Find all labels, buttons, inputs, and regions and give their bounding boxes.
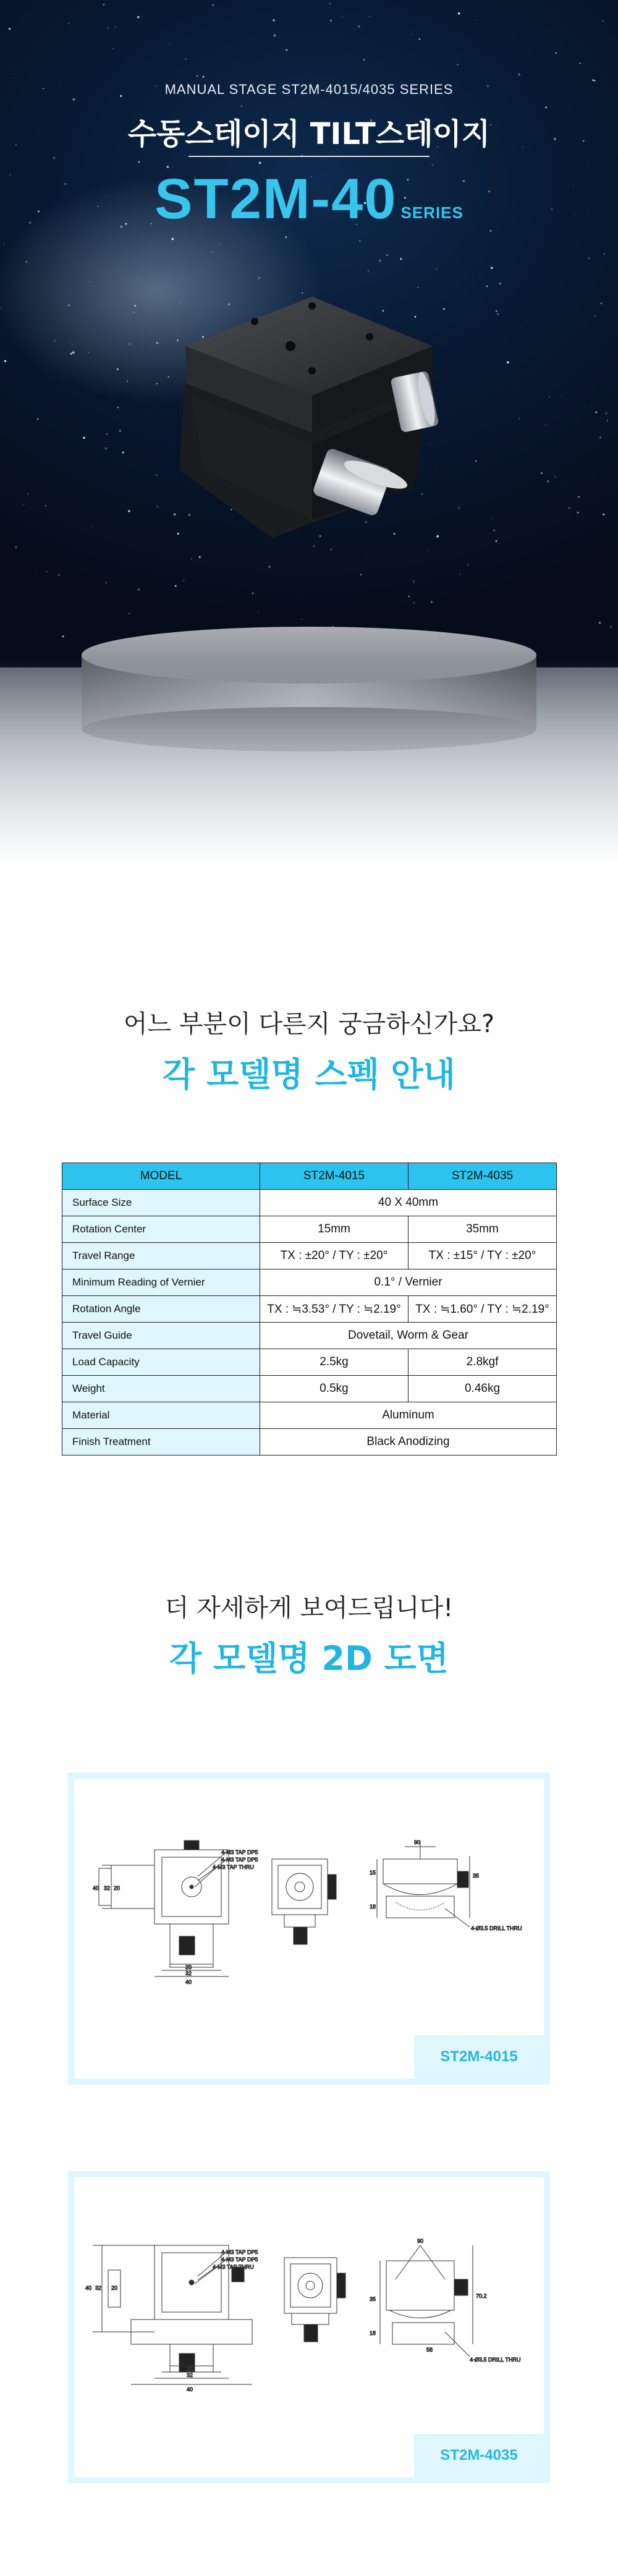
drawing-title: 각 모델명 2D 도면 — [169, 1639, 449, 1678]
front-view — [377, 1841, 470, 1927]
row-label: Travel Guide — [62, 1323, 260, 1349]
row-value-4035: 0.46kg — [408, 1376, 557, 1402]
side-view — [284, 2258, 345, 2342]
row-label: Travel Range — [62, 1243, 260, 1269]
dim-label: 32 — [187, 2372, 193, 2378]
row-label: Load Capacity — [62, 1349, 260, 1376]
drawing-note: 4-M3 TAP DP5 — [221, 2256, 258, 2263]
row-value: Dovetail, Worm & Gear — [260, 1323, 557, 1349]
dim-label: 32 — [104, 1885, 111, 1891]
spec-header-row — [62, 1163, 557, 1190]
table-row — [62, 1269, 557, 1296]
drawing-section — [0, 1455, 618, 2520]
drawing-heading — [0, 1588, 618, 1680]
dim-label: 20 — [114, 1885, 121, 1891]
top-view — [99, 1841, 229, 1976]
table-row — [62, 1296, 557, 1323]
row-value: 0.1° / Vernier — [260, 1269, 557, 1296]
dim-label: 58 — [426, 2347, 433, 2353]
drill-note: 4-Ø3.5 DRILL THRU — [470, 2357, 521, 2363]
spec-title: 각 모델명 스펙 안내 — [163, 1055, 455, 1094]
row-value-4035: TX : ≒1.60° / TY : ≒2.19° — [408, 1296, 557, 1323]
drawing-note: 4-M3 TAP DP5 — [221, 2249, 258, 2255]
drawing-card-4015 — [68, 1773, 550, 2085]
spec-header-cell: ST2M-4035 — [408, 1163, 557, 1190]
drawing-note: 4-M3 TAP THRU — [213, 1864, 254, 1870]
technical-drawing-4035 — [74, 2177, 544, 2477]
dim-label: 40 — [93, 1885, 99, 1891]
table-row — [62, 1429, 557, 1455]
drawing-question: 더 자세하게 보여드립니다! — [164, 1594, 454, 1622]
spec-header-cell: ST2M-4015 — [260, 1163, 408, 1190]
row-label: Weight — [62, 1376, 260, 1402]
model-tag: ST2M-4015 — [414, 2035, 544, 2078]
row-value-4035: 2.8kgf — [408, 1349, 557, 1376]
row-value-4015: 0.5kg — [260, 1376, 408, 1402]
hero-subtitle: MANUAL STAGE ST2M-4015/4035 SERIES — [164, 82, 454, 97]
spec-question: 어느 부분이 다른지 궁금하신가요? — [123, 1010, 495, 1038]
row-value-4015: TX : ≒3.53° / TY : ≒2.19° — [260, 1296, 408, 1323]
row-value-4015: TX : ±20° / TY : ±20° — [260, 1243, 408, 1269]
table-row — [62, 1402, 557, 1429]
dim-label: 40 — [85, 2285, 92, 2291]
spec-table-wrapper — [62, 1163, 556, 1455]
table-row — [62, 1190, 557, 1216]
row-value-4035: 35mm — [408, 1216, 557, 1243]
dim-label: 40 — [187, 2386, 193, 2392]
dim-label: 18 — [370, 2330, 376, 2336]
dim-label: 20 — [187, 2366, 193, 2372]
model-tag: ST2M-4035 — [414, 2434, 544, 2477]
spec-heading — [0, 1004, 618, 1096]
row-label: Surface Size — [62, 1190, 260, 1216]
front-view — [380, 2245, 473, 2357]
hero-title: 수동스테이지 TILT스테이지 — [127, 117, 491, 151]
drill-note: 4-Ø3.5 DRILL THRU — [471, 1925, 522, 1931]
row-value: Aluminum — [260, 1402, 557, 1429]
dim-label: 90 — [417, 2238, 424, 2244]
table-row — [62, 1349, 557, 1376]
dim-label: 32 — [95, 2285, 102, 2291]
dim-label: 15 — [370, 1870, 376, 1876]
dim-label: 20 — [185, 1964, 192, 1970]
row-value: Black Anodizing — [260, 1429, 557, 1455]
dim-label: 70.2 — [476, 2293, 487, 2299]
dim-label: 18 — [370, 1904, 376, 1910]
row-value: 40 X 40mm — [260, 1190, 557, 1216]
row-label: Minimum Reading of Vernier — [62, 1269, 260, 1296]
row-value-4015: 2.5kg — [260, 1349, 408, 1376]
hero-fade — [0, 661, 618, 865]
table-row — [62, 1323, 557, 1349]
dim-label: 40 — [185, 1979, 192, 1985]
hero-banner — [0, 0, 618, 865]
row-label: Rotation Angle — [62, 1296, 260, 1323]
row-label: Material — [62, 1402, 260, 1429]
dim-label: 32 — [185, 1970, 192, 1976]
drawing-note: 4-M3 TAP THRU — [213, 2264, 254, 2270]
dim-label: 35 — [473, 1873, 480, 1879]
table-row — [62, 1243, 557, 1269]
row-value-4015: 15mm — [260, 1216, 408, 1243]
table-row — [62, 1216, 557, 1243]
drawing-card-4035 — [68, 2171, 550, 2483]
drawing-note: 4-M3 TAP DP5 — [221, 1857, 258, 1863]
spec-table — [62, 1163, 557, 1455]
hero-model-text: ST2M-40 — [154, 167, 397, 231]
row-label: Rotation Center — [62, 1216, 260, 1243]
row-value-4035: TX : ±15° / TY : ±20° — [408, 1243, 557, 1269]
drawing-note: 4-M3 TAP DP5 — [221, 1849, 258, 1855]
table-row — [62, 1376, 557, 1402]
side-view — [272, 1859, 336, 1944]
dim-label: 90 — [414, 1839, 421, 1845]
technical-drawing-4015 — [74, 1779, 544, 2078]
dim-label: 20 — [111, 2285, 118, 2291]
spec-section — [0, 865, 618, 1455]
row-label: Finish Treatment — [62, 1429, 260, 1455]
dim-label: 35 — [370, 2296, 376, 2302]
spec-header-cell: MODEL — [62, 1163, 260, 1190]
hero-series-label: SERIES — [400, 203, 464, 222]
